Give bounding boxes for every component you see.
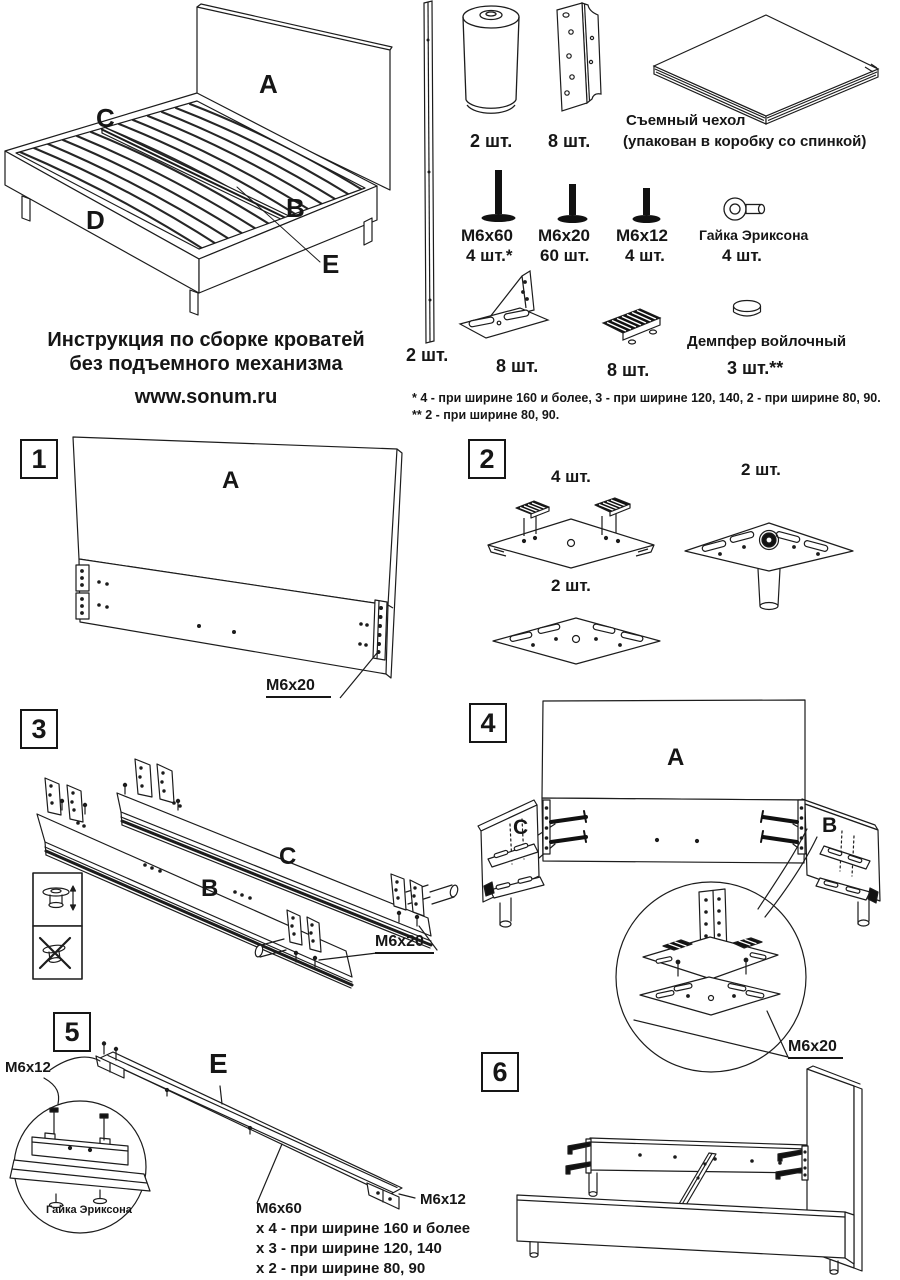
slat-part-icon [416, 0, 442, 348]
leg-qty: 2 шт. [470, 131, 513, 151]
ribbed-block-part-icon [596, 302, 666, 348]
screw-m6x12-qty: 4 шт. [625, 246, 665, 265]
part-label-b: B [286, 193, 305, 223]
step-1-hardware-label: M6x20 [266, 677, 331, 698]
felt-damper-qty: 3 шт.** [727, 358, 784, 378]
leg-part-icon [458, 2, 524, 124]
step-5-note-title: M6x60 [256, 1200, 302, 1217]
cover-note: (упакован в коробку со спинкой) [623, 133, 867, 150]
step-2-qty-bottom: 2 шт. [551, 576, 591, 595]
screw-m6x20-qty: 60 шт. [540, 246, 590, 265]
step-1-part-a-label: A [222, 467, 240, 494]
felt-damper-name: Демпфер войлочный [687, 333, 847, 350]
step-5-nut-label: Гайка Эриксона [46, 1204, 132, 1216]
doc-title-line1: Инструкция по сборке кроватей [47, 329, 365, 351]
erikson-nut-name: Гайка Эриксона [699, 227, 809, 243]
gusset-plate-qty: 8 шт. [496, 356, 539, 376]
part-label-e: E [322, 249, 340, 279]
step-4-number: 4 [469, 703, 507, 743]
slat-qty: 2 шт. [406, 345, 449, 365]
step-6-number: 6 [481, 1052, 519, 1092]
step-5-note-line3: x 2 - при ширине 80, 90 [256, 1260, 426, 1277]
cover-part-icon [646, 6, 886, 124]
erikson-nut-qty: 4 шт. [722, 246, 762, 265]
doc-title-line2: без подъемного механизма [69, 353, 343, 375]
gusset-plate-part-icon [456, 266, 556, 342]
angle-bracket-qty: 8 шт. [548, 131, 591, 151]
step-4-part-a-label: A [667, 744, 685, 771]
step-3-number: 3 [20, 709, 58, 749]
part-label-a: A [259, 69, 278, 99]
screw-m6x12-name: M6x12 [616, 226, 668, 245]
step-5-note-line1: x 4 - при ширине 160 и более [256, 1220, 471, 1237]
step-6-final-frame-illustration [460, 1042, 900, 1280]
step-5-hw-left-label: M6x12 [5, 1059, 51, 1076]
screw-m6x20-name: M6x20 [538, 226, 590, 245]
screw-m6x20-icon [550, 182, 596, 228]
step-2-qty-top: 4 шт. [551, 467, 591, 486]
cover-name: Съемный чехол [626, 112, 746, 129]
footnote-2: ** 2 - при ширине 80, 90. [412, 408, 560, 422]
step-2-number: 2 [468, 439, 506, 479]
part-label-d: D [86, 205, 105, 235]
website-link: www.sonum.ru [134, 386, 278, 408]
bed-assembled-illustration [0, 0, 412, 332]
felt-damper-icon [730, 296, 766, 324]
step-2-corner-plates-illustration [458, 448, 900, 694]
step-3-hardware-label: M6x20 [375, 933, 434, 954]
step-5-note-line2: x 3 - при ширине 120, 140 [256, 1240, 442, 1257]
step-1-number: 1 [20, 439, 58, 479]
step-4-part-b-label: B [822, 814, 838, 837]
angle-bracket-part-icon [544, 0, 604, 116]
screw-m6x12-icon [624, 186, 670, 228]
screw-m6x60-qty: 4 шт.* [466, 246, 513, 265]
screw-m6x60-icon [476, 168, 522, 228]
screw-m6x60-name: M6x60 [461, 226, 513, 245]
step-3-part-b-label: B [201, 875, 219, 902]
step-5-part-e-label: E [209, 1048, 228, 1079]
footnote-1: * 4 - при ширине 160 и более, 3 - при ширине 120, 140, 2 - при ширине 80, 90. [412, 391, 881, 405]
step-5-number: 5 [53, 1012, 91, 1052]
step-4-part-c-label: C [513, 816, 529, 839]
step-5-hw-right-label: M6x12 [420, 1191, 466, 1208]
ribbed-block-qty: 8 шт. [607, 360, 650, 380]
step-2-qty-right: 2 шт. [741, 460, 781, 479]
step-4-hardware-label: M6x20 [788, 1038, 843, 1059]
step-1-headboard-illustration [58, 432, 464, 706]
step-3-part-c-label: C [279, 843, 297, 870]
erikson-nut-icon [720, 194, 776, 224]
part-label-c: C [96, 103, 115, 133]
